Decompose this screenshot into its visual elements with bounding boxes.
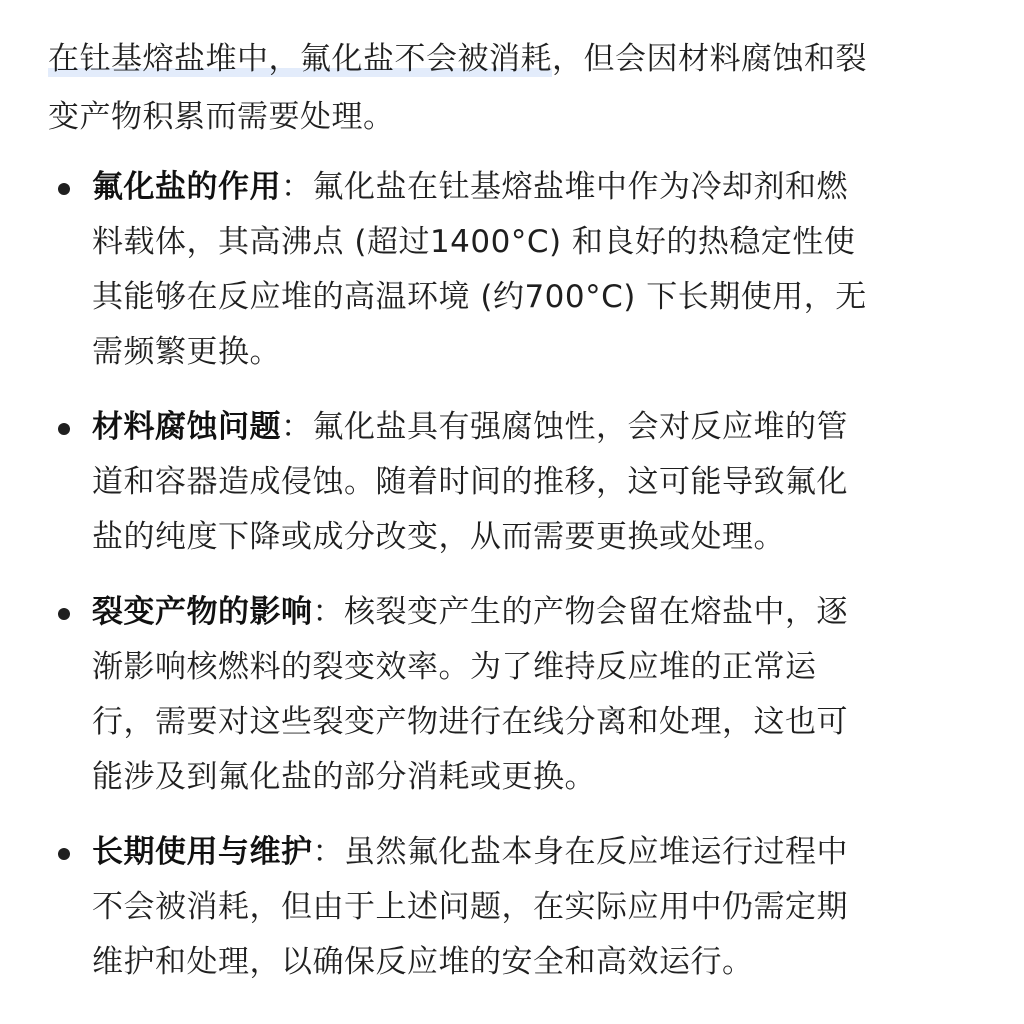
bullet-line-text: 氟化盐在钍基熔盐堆中作为冷却剂和燃	[312, 169, 848, 205]
bullet-line: 盐的纯度下降或成分改变，从而需要更换或处理。	[92, 519, 785, 555]
bullet-item-corrosion	[48, 400, 976, 565]
bullet-term: 材料腐蚀问题	[92, 409, 281, 445]
bullet-text	[92, 400, 976, 565]
intro-text: ，但会因材料腐蚀和裂	[552, 41, 867, 77]
bullet-separator: ：	[312, 594, 344, 630]
bullet-line-text: 氟化盐具有强腐蚀性，会对反应堆的管	[312, 409, 848, 445]
bullet-separator: ：	[281, 169, 313, 205]
bullet-dot-icon	[58, 608, 70, 620]
bullet-line: 需频繁更换。	[92, 334, 281, 370]
bullet-line: 道和容器造成侵蚀。随着时间的推移，这可能导致氟化	[92, 464, 848, 500]
bullet-line: 不会被消耗，但由于上述问题，在实际应用中仍需定期	[92, 889, 848, 925]
bullet-term: 氟化盐的作用	[92, 169, 281, 205]
bullet-item-fluoride-role	[48, 160, 976, 380]
bullet-term: 裂变产物的影响	[92, 594, 313, 630]
bullet-item-maintenance	[48, 825, 976, 990]
bullet-line-text: 核裂变产生的产物会留在熔盐中，逐	[344, 594, 848, 630]
bullet-text	[92, 160, 976, 380]
bullet-separator: ：	[281, 409, 313, 445]
bullet-line	[92, 160, 976, 215]
bullet-dot-icon	[58, 848, 70, 860]
bullet-text	[92, 585, 976, 805]
bullet-line: 行，需要对这些裂变产物进行在线分离和处理，这也可	[92, 704, 848, 740]
bullet-line: 料载体，其高沸点 (超过1400°C) 和良好的热稳定性使	[92, 224, 856, 260]
bullet-line	[92, 400, 976, 455]
bullet-line-text: 虽然氟化盐本身在反应堆运行过程中	[344, 834, 848, 870]
bullet-line	[92, 825, 976, 880]
bullet-item-fission-products	[48, 585, 976, 805]
bullet-line: 能涉及到氟化盐的部分消耗或更换。	[92, 759, 596, 795]
intro-line-2: 变产物积累而需要处理。	[48, 99, 395, 135]
bullet-list	[48, 160, 976, 990]
bullet-dot-icon	[58, 423, 70, 435]
bullet-line: 渐影响核燃料的裂变效率。为了维持反应堆的正常运	[92, 649, 817, 685]
intro-line-1	[48, 30, 978, 88]
bullet-line: 其能够在反应堆的高温环境 (约700°C) 下长期使用，无	[92, 279, 867, 315]
bullet-line	[92, 585, 976, 640]
bullet-term: 长期使用与维护	[92, 834, 313, 870]
intro-paragraph	[48, 30, 978, 146]
bullet-text	[92, 825, 976, 990]
bullet-line: 维护和处理，以确保反应堆的安全和高效运行。	[92, 944, 754, 980]
bullet-separator: ：	[312, 834, 344, 870]
bullet-dot-icon	[58, 183, 70, 195]
highlighted-text[interactable]: 在钍基熔盐堆中，氟化盐不会被消耗	[48, 41, 552, 77]
